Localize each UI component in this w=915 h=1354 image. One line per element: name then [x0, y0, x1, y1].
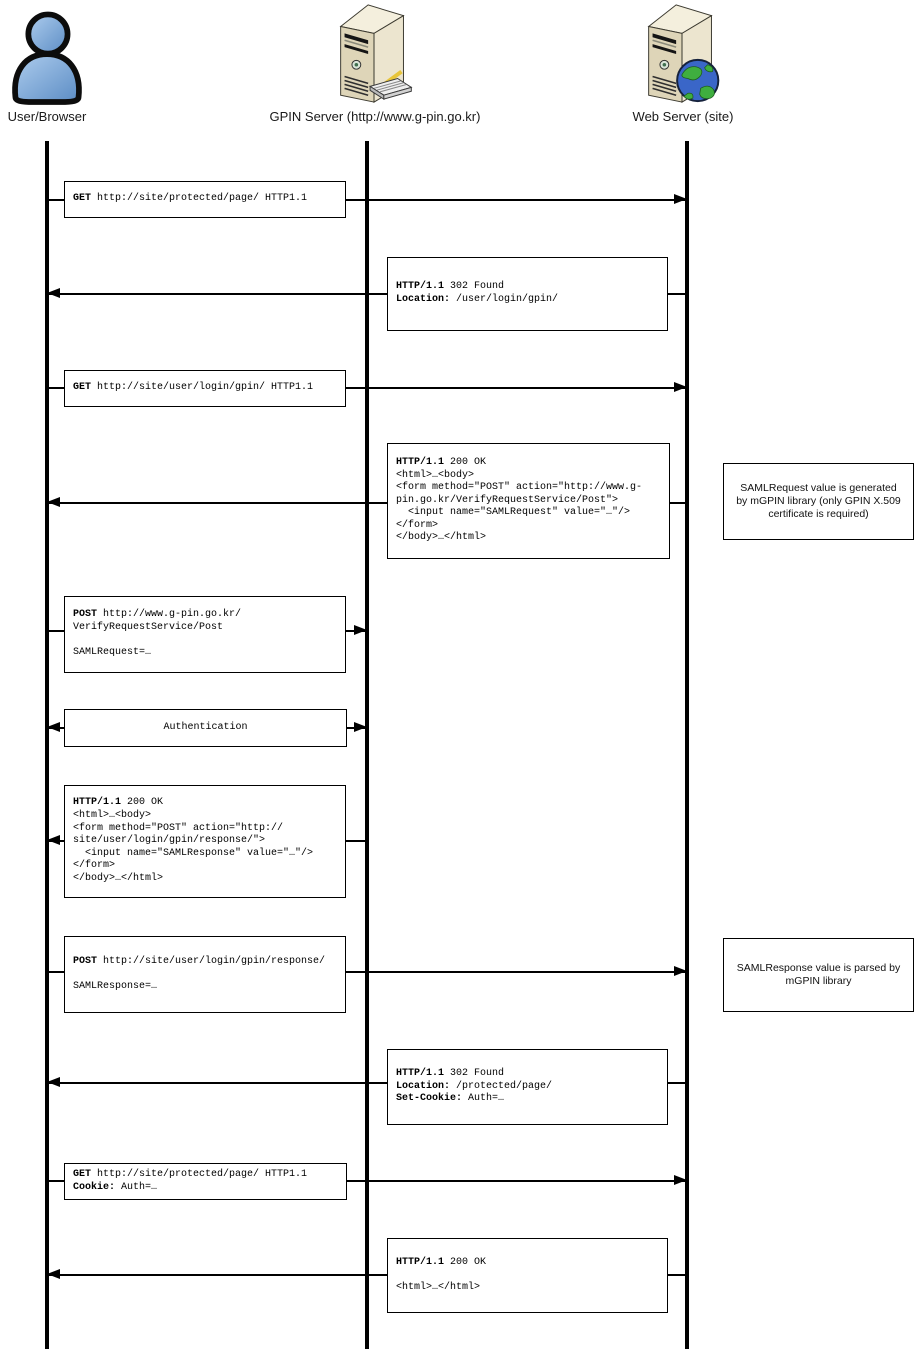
message-line: HTTP/1.1 200 OK [396, 456, 487, 468]
message-line: HTTP/1.1 302 Found [396, 281, 505, 293]
note-samlrequest: SAMLRequest value is generated by mGPIN library (only GPIN X.509 certificate is required) [723, 463, 914, 540]
arrowhead-left-icon [47, 497, 60, 507]
arrowhead-left-icon [47, 1077, 60, 1087]
message-1-box [64, 181, 346, 218]
arrowhead-right-icon [354, 722, 367, 732]
message-line: Authentication [163, 721, 248, 733]
message-line: GET http://site/protected/page/ HTTP1.1 [73, 193, 308, 205]
message-line: </form> [73, 860, 116, 872]
lifeline-gpin-server [365, 141, 369, 1349]
arrowhead-right-icon [354, 625, 367, 635]
message-line: SAMLResponse=… [73, 980, 158, 992]
message-line: SAMLRequest=… [73, 647, 152, 659]
message-line: Cookie: Auth=… [73, 1181, 158, 1193]
message-line: <form method="POST" action="http://www.g- [396, 482, 643, 494]
arrowhead-right-icon [674, 382, 687, 392]
message-line [396, 1269, 661, 1282]
message-3-box [64, 370, 346, 407]
message-11-box [387, 1238, 668, 1313]
message-line: <form method="POST" action="http:// [73, 822, 284, 834]
message-line: Location: /user/login/gpin/ [396, 294, 559, 305]
message-8-box [64, 936, 346, 1013]
message-line: </form> [396, 519, 439, 531]
message-line [73, 635, 339, 648]
actor-label-gpin-server: GPIN Server (http://www.g-pin.go.kr) [269, 109, 481, 124]
actor-label-web-server: Web Server (site) [632, 109, 734, 124]
server-globe-icon [640, 0, 726, 106]
message-line: Set-Cookie: Auth=… [396, 1093, 505, 1105]
actor-gpin-server [245, 0, 505, 124]
user-icon [3, 0, 91, 106]
message-line: HTTP/1.1 302 Found [396, 1068, 505, 1080]
message-line: <html>…</html> [396, 1281, 481, 1293]
message-line: <input name="SAMLResponse" value="…"/> [73, 847, 314, 859]
actor-label-user: User/Browser [7, 109, 87, 124]
message-line [73, 968, 339, 981]
arrowhead-right-icon [674, 194, 687, 204]
message-line: POST http://www.g-pin.go.kr/ [73, 609, 242, 621]
message-6-box [64, 709, 347, 747]
message-4-box [387, 443, 670, 559]
message-line: pin.go.kr/VerifyRequestService/Post"> [396, 494, 619, 506]
message-line: <html>…<body> [73, 810, 152, 822]
message-line: </body>…</html> [73, 872, 164, 884]
message-line: <html>…<body> [396, 469, 475, 481]
message-9-box [387, 1049, 668, 1125]
message-line: GET http://site/protected/page/ HTTP1.1 [73, 1168, 308, 1180]
actor-user-browser [0, 0, 94, 124]
message-line: VerifyRequestService/Post [73, 621, 224, 633]
arrowhead-left-icon [47, 288, 60, 298]
arrowhead-right-icon [674, 966, 687, 976]
arrowhead-left-icon [47, 1269, 60, 1279]
message-line: POST http://site/user/login/gpin/response/ [73, 955, 326, 967]
message-line: site/user/login/gpin/response/"> [73, 835, 266, 847]
message-5-box [64, 596, 346, 673]
lifeline-user-browser [45, 141, 49, 1349]
message-2-box [387, 257, 668, 331]
actor-web-server [558, 0, 808, 124]
note-samlresponse: SAMLResponse value is parsed by mGPIN library [723, 938, 914, 1012]
arrowhead-left-icon [47, 722, 60, 732]
arrowhead-right-icon [674, 1175, 687, 1185]
message-line: GET http://site/user/login/gpin/ HTTP1.1 [73, 382, 314, 394]
message-line: <input name="SAMLRequest" value="…"/> [396, 507, 631, 519]
message-line: HTTP/1.1 200 OK [73, 797, 164, 809]
arrowhead-left-icon [47, 835, 60, 845]
lifeline-web-server [685, 141, 689, 1349]
message-line: </body>…</html> [396, 532, 487, 544]
message-7-box [64, 785, 346, 898]
server-keyboard-icon [332, 0, 418, 106]
message-line: Location: /protected/page/ [396, 1080, 553, 1092]
message-line: HTTP/1.1 200 OK [396, 1256, 487, 1268]
message-10-box [64, 1163, 347, 1200]
